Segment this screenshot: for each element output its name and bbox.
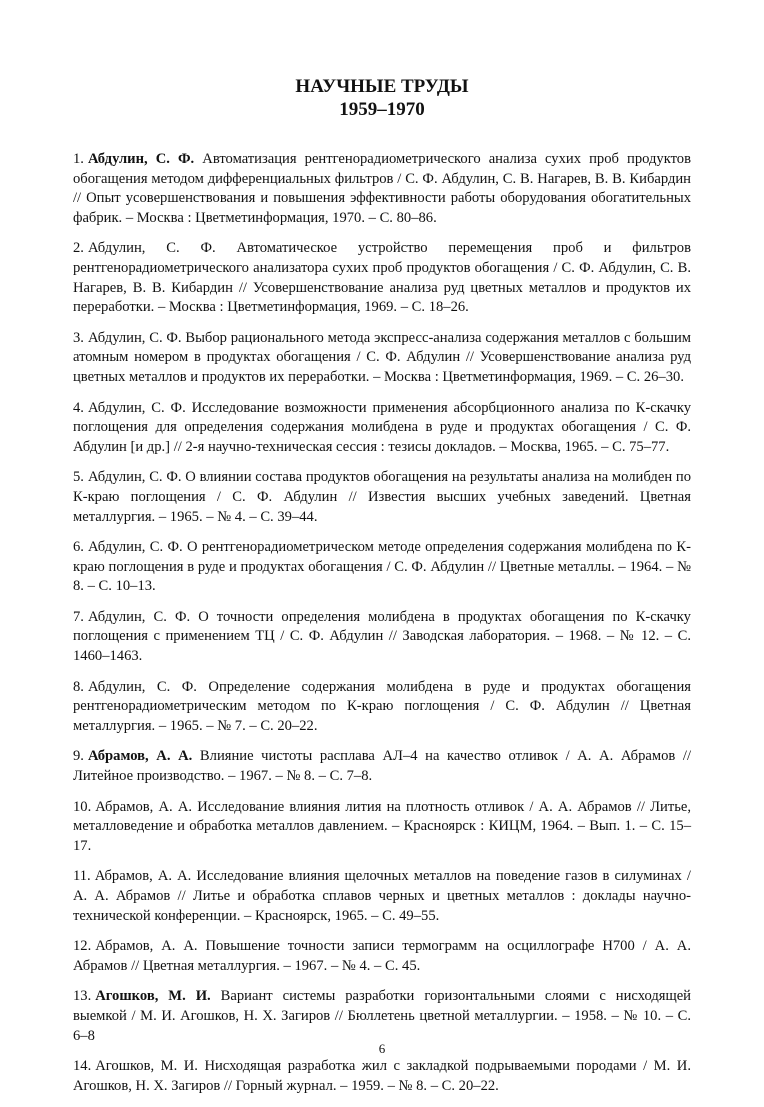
entry-author: Абдулин, С. Ф. <box>87 539 183 556</box>
entry-number: 7. <box>73 608 84 625</box>
entry-number: 2. <box>73 240 84 257</box>
entry-number: 4. <box>73 399 84 416</box>
entry-number: 13. <box>73 988 92 1005</box>
entry-author: Абдулин, С. Ф. <box>87 151 195 167</box>
entry-number: 12. <box>73 938 92 955</box>
bibliography-entry <box>73 1057 691 1096</box>
page-number: 6 <box>378 1041 386 1056</box>
entry-author: Абдулин, С. Ф. <box>87 678 197 695</box>
entry-text: Автоматическое устройство перемещения проб и фильтров рентгенорадиометрического анализатора сухих проб продуктов обогащения / С. Ф. Абдулин, С. В. Нагарев, В. В. Кибардин // Усовершенствование анализа руд цветных металлов и продуктов их переработки. – Москва : Цветметинформация, 1969. – С. 18–26. <box>73 240 691 316</box>
bibliography-entry <box>73 987 691 1046</box>
entry-text: Исследование влияния лития на плотность отливок / А. А. Абрамов // Литье, металловедение и обработка металлов давлением. – Красноярск : КИЦМ, 1964. – Вып. 1. – С. 15–17. <box>73 798 691 854</box>
entry-number: 8. <box>73 678 84 695</box>
bibliography-entry <box>73 468 691 527</box>
entry-text: О рентгенорадиометрическом методе определения содержания молибдена по К-краю поглощения в руде и продуктах обогащения / С. Ф. Абдулин // Цветные металлы. – 1964. – № 8. – С. 10–13. <box>73 539 691 595</box>
entry-text: О точности определения молибдена в продуктах обогащения по К-скачку поглощения с применением ТЦ / С. Ф. Абдулин // Заводская лаборатория. – 1968. – № 12. – С. 1460–1463. <box>73 608 691 665</box>
entry-text: Влияние чистоты расплава АЛ–4 на качество отливок / А. А. Абрамов // Литейное производство. – 1967. – № 8. – С. 7–8. <box>73 748 691 785</box>
entry-text: Исследование влияния щелочных металлов на поведение газов в силуминах / А. А. Абрамов // Литье и обработка сплавов черных и цветных металлов : доклады научно-технической конференции. – Красноярск, 1965. – С. 49–55. <box>73 868 691 924</box>
bibliography-entry <box>73 399 691 458</box>
bibliography-entry <box>73 867 691 926</box>
entry-author: Абдулин, С. Ф. <box>87 329 182 346</box>
entry-number: 6. <box>73 539 84 556</box>
bibliography-list <box>73 150 691 1107</box>
entry-text: Автоматизация рентгенорадиометрического анализа сухих проб продуктов обогащения методом дифференциальных фильтров / С. Ф. Абдулин, С. В. Нагарев, В. В. Кибардин // Опыт усовершенствования и повышения эффективности работы оборудования обогатительных фабрик. – Москва : Цветметинформация, 1970. – С. 80–86. <box>73 151 691 226</box>
entry-number: 3. <box>73 329 84 346</box>
bibliography-entry <box>73 608 691 667</box>
entry-number: 1. <box>73 151 84 167</box>
entry-text: Повышение точности записи термограмм на осциллографе Н700 / А. А. Абрамов // Цветная металлургия. – 1967. – № 4. – С. 45. <box>73 938 691 974</box>
entry-author: Абдулин, С. Ф. <box>87 399 186 416</box>
entry-author: Агошков, М. И. <box>95 1058 198 1075</box>
entry-text: Выбор рационального метода экспресс-анализа содержания металлов с большим атомным номером в продуктах обогащения / С. Ф. Абдулин // Усовершенствование анализа руд цветных металлов и продуктов их переработки. – Москва : Цветметинформация, 1969. – С. 26–30. <box>73 329 691 385</box>
bibliography-entry <box>73 239 691 317</box>
entry-text: Нисходящая разработка жил с закладкой подрываемыми породами / М. И. Агошков, Н. Х. Загиров // Горный журнал. – 1959. – № 8. – С. 20–22. <box>73 1058 691 1094</box>
entry-number: 14. <box>73 1058 92 1075</box>
entry-author: Абрамов, А. А. <box>87 748 193 765</box>
entry-author: Абдулин, С. Ф. <box>87 608 191 625</box>
entry-author: Агошков, М. И. <box>95 988 211 1005</box>
entry-text: Исследование возможности применения абсорбционного анализа по К-скачку поглощения для определения содержания молибдена в руде и продуктах обогащения / С. Ф. Абдулин [и др.] // 2-я научно-техническая сессия : тезисы докладов. – Москва, 1965. – С. 75–77. <box>73 399 691 455</box>
entry-text: О влиянии состава продуктов обогащения на результаты анализа на молибден по К-краю поглощения / С. Ф. Абдулин // Известия высших учебных заведений. Цветная металлургия. – 1965. – № 4. – С. 39–44. <box>73 469 691 525</box>
entry-author: Абрамов, А. А. <box>95 798 193 815</box>
entry-author: Абдулин, С. Ф. <box>87 240 216 257</box>
entry-number: 5. <box>73 469 84 486</box>
entry-number: 10. <box>73 798 92 815</box>
bibliography-entry <box>73 538 691 597</box>
page-title: НАУЧНЫЕ ТРУДЫ <box>295 76 469 97</box>
bibliography-entry <box>73 747 691 786</box>
bibliography-entry <box>73 150 691 228</box>
entry-author: Абрамов, А. А. <box>94 868 192 885</box>
entry-author: Абдулин, С. Ф. <box>87 469 182 486</box>
entry-text: Определение содержания молибдена в руде и продуктах обогащения рентгенорадиометрическим методом по К-краю поглощения / С. Ф. Абдулин // Цветная металлургия. – 1965. – № 7. – С. 20–22. <box>73 678 691 734</box>
entry-text: Вариант системы разработки горизонтальными слоями с нисходящей выемкой / М. И. Агошков, Н. Х. Загиров // Бюллетень цветной металлургии. – 1958. – № 10. – С. 6–8 <box>73 988 691 1044</box>
entry-number: 9. <box>73 748 84 765</box>
entry-author: Абрамов, А. А. <box>95 938 198 955</box>
bibliography-entry <box>73 678 691 737</box>
bibliography-entry <box>73 798 691 857</box>
bibliography-entry <box>73 937 691 976</box>
page-subtitle-years: 1959–1970 <box>339 99 425 120</box>
entry-number: 11. <box>73 868 91 885</box>
bibliography-entry <box>73 329 691 388</box>
